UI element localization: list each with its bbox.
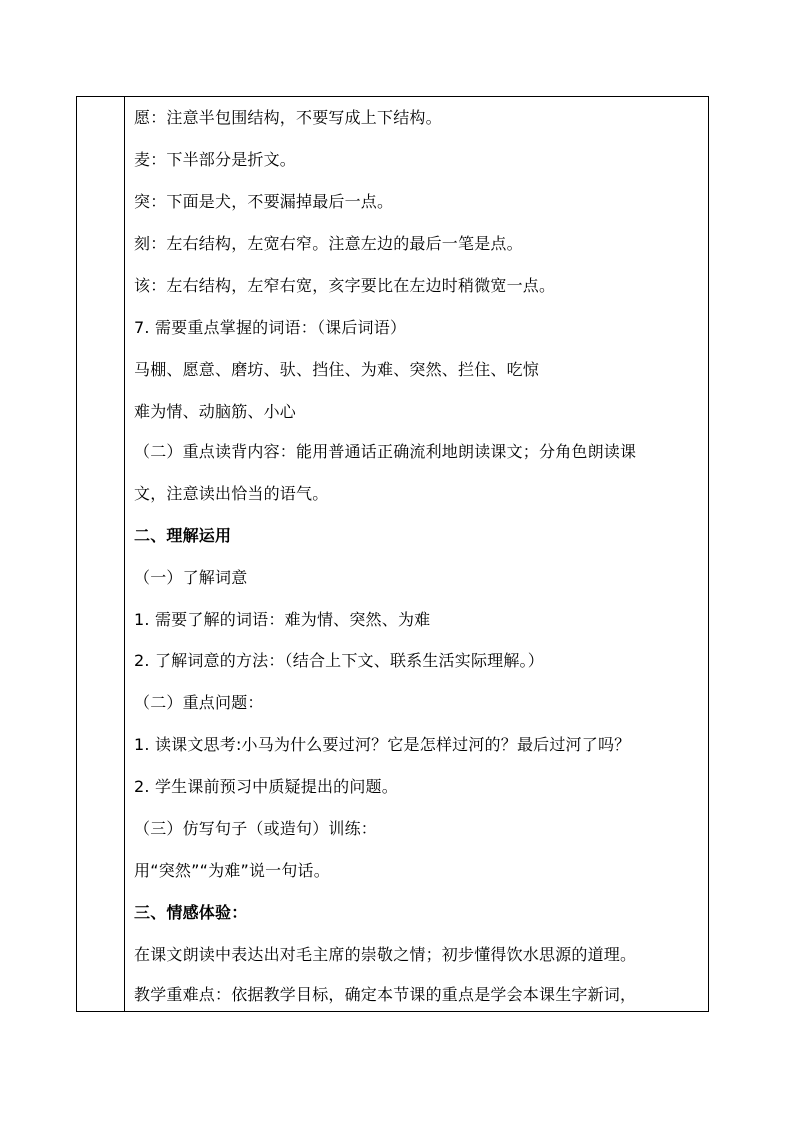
text-line: （三）仿写句子（或造句）训练： [134, 819, 378, 838]
text-line: 2. 了解词意的方法：（结合上下文、联系生活实际理解。） [134, 651, 544, 670]
section-heading: 二、理解运用 [134, 526, 232, 545]
text-line: 文，注意读出恰当的语气。 [134, 484, 329, 503]
text-line: 7. 需要重点掌握的词语：（课后词语） [134, 318, 407, 337]
text-line: 该：左右结构，左窄右宽，亥字要比在左边时稍微宽一点。 [134, 276, 556, 295]
text-line: 1. 读课文思考:小马为什么要过河？它是怎样过河的？最后过河了吗？ [134, 735, 631, 754]
text-line: 难为情、动脑筋、小心 [134, 402, 297, 421]
text-line: 2. 学生课前预习中质疑提出的问题。 [134, 777, 398, 796]
column-divider [124, 97, 125, 1011]
text-line: 愿：注意半包围结构，不要写成上下结构。 [134, 108, 442, 127]
section-heading: 三、情感体验： [134, 903, 248, 922]
text-line: 1. 需要了解的词语：难为情、突然、为难 [134, 610, 431, 629]
text-line: （一）了解词意 [134, 568, 248, 587]
text-line: 教学重难点：依据教学目标，确定本节课的重点是学会本课生字新词， [134, 985, 637, 1004]
text-line: 马棚、愿意、磨坊、驮、挡住、为难、突然、拦住、吃惊 [134, 360, 540, 379]
text-line: 麦：下半部分是折文。 [134, 150, 297, 169]
lesson-table [76, 96, 709, 1012]
text-line: 在课文朗读中表达出对毛主席的崇敬之情；初步懂得饮水思源的道理。 [134, 945, 637, 964]
text-line: 用“突然”“为难”说一句话。 [134, 861, 330, 880]
table-content-cell [134, 97, 702, 1011]
text-line: （二）重点读背内容：能用普通话正确流利地朗读课文；分角色朗读课 [134, 442, 637, 461]
text-line: 突：下面是犬，不要漏掉最后一点。 [134, 192, 394, 211]
text-line: （二）重点问题： [134, 693, 264, 712]
text-line: 刻：左右结构，左宽右窄。注意左边的最后一笔是点。 [134, 234, 523, 253]
